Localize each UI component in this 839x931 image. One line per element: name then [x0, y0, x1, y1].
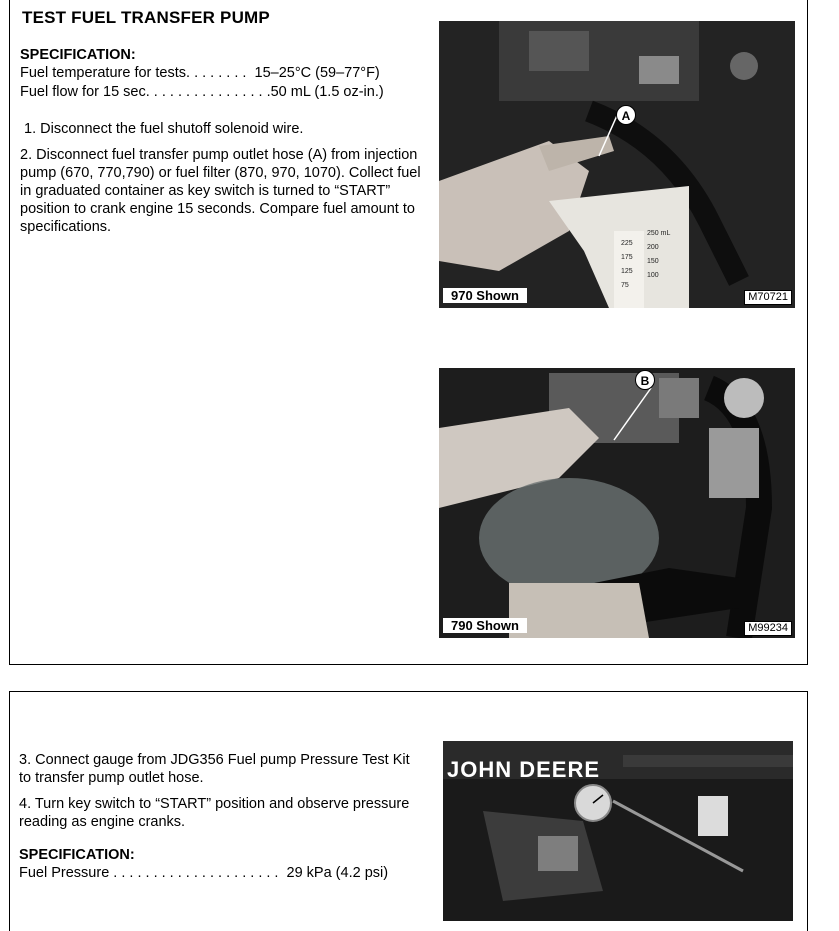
beaker-scale-label: 75	[621, 282, 629, 289]
procedure-panel-2	[9, 691, 808, 931]
beaker-scale-label: 175	[621, 254, 633, 261]
spec-fuel-temperature: Fuel temperature for tests. . . . . . . . 15–25°C (59–77°F)	[20, 65, 380, 81]
spec-fuel-flow: Fuel flow for 15 sec. . . . . . . . . . . . . . . .50 mL (1.5 oz-in.)	[20, 84, 384, 100]
figure-790-drawing	[439, 368, 795, 638]
procedure-panel-1	[9, 0, 808, 665]
figure-id: M99234	[744, 621, 792, 636]
figure-caption: 790 Shown	[443, 618, 527, 633]
brand-lettering: JOHN DEERE	[447, 757, 601, 782]
spec-heading: SPECIFICATION:	[20, 47, 136, 63]
callout-b: B	[635, 370, 655, 390]
figure-gauge-photo	[443, 741, 793, 921]
beaker-scale-label: 125	[621, 268, 633, 275]
step-2: 2. Disconnect fuel transfer pump outlet hose (A) from injection pump (670, 770,790) or fuel filter (870, 970, 1070). Collect fuel in graduated container as key switch is turned to “START” position to crank engine 15 seconds. Compare fuel amount to specifications.	[20, 147, 421, 235]
figure-id: M70721	[744, 290, 792, 305]
beaker-scale-left	[621, 237, 633, 293]
beaker-scale-label: 150	[647, 258, 659, 265]
beaker-scale	[647, 227, 670, 283]
section-title: TEST FUEL TRANSFER PUMP	[22, 8, 270, 27]
spec-fuel-pressure: Fuel Pressure . . . . . . . . . . . . . . . . . . . . . 29 kPa (4.2 psi)	[19, 865, 389, 881]
figure-790-photo	[439, 368, 795, 638]
figure-970-drawing	[439, 21, 795, 308]
beaker-scale-label: 200	[647, 244, 659, 251]
figure-970-photo	[439, 21, 795, 308]
beaker-scale-label: 100	[647, 272, 659, 279]
figure-caption: 970 Shown	[443, 288, 527, 303]
step-4: 4. Turn key switch to “START” position and observe pressure reading as engine cranks.	[19, 796, 410, 830]
beaker-scale-label: 250 mL	[647, 230, 671, 237]
beaker-scale-label: 225	[621, 240, 633, 247]
step-3: 3. Connect gauge from JDG356 Fuel pump Pressure Test Kit to transfer pump outlet hose.	[19, 752, 410, 786]
callout-a: A	[616, 105, 636, 125]
spec-heading: SPECIFICATION:	[19, 847, 135, 863]
step-1: 1. Disconnect the fuel shutoff solenoid wire.	[24, 121, 304, 137]
